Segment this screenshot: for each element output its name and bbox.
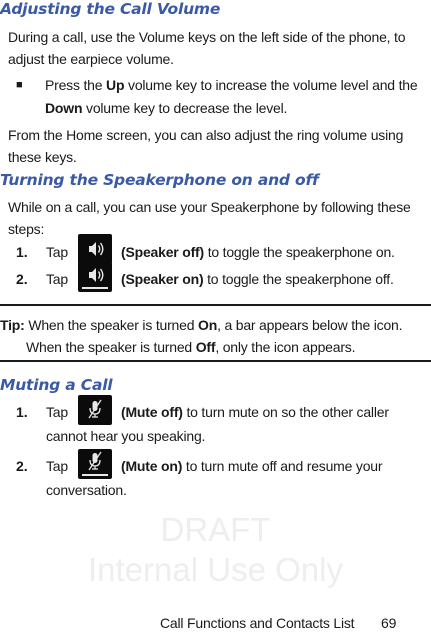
speaker-step-1-tap: Tap [46,244,68,260]
volume-intro-line1: During a call, use the Volume keys on the left side of the phone, to [8,29,406,45]
mute-step-1-number: 1. [16,404,28,420]
speaker-intro-line2: steps: [8,221,45,237]
tip-line2: When the speaker is turned Off, only the icon appears. [26,339,356,355]
watermark-draft: DRAFT [160,511,271,548]
tip-top-rule [0,304,431,306]
mute-step-1-text-line1: (Mute off) to turn mute on so the other caller [121,404,389,420]
watermark-internal: Internal Use Only [88,551,343,588]
heading-adjusting-call-volume: Adjusting the Call Volume [0,0,221,18]
mute-on-icon [78,449,112,479]
speaker-step-2-number: 2. [16,271,28,287]
volume-home-line2: these keys. [8,149,77,165]
mute-off-icon [78,395,112,425]
square-bullet-icon: ■ [16,79,23,91]
tip-line1: Tip: When the speaker is turned On, a bar appears below the icon. [0,317,403,333]
speaker-intro-line1: While on a call, you can use your Speakerphone by following these [8,199,411,215]
mute-step-2-tap: Tap [46,458,68,474]
volume-home-line1: From the Home screen, you can also adjust the ring volume using [8,127,404,143]
mute-step-2-number: 2. [16,458,28,474]
heading-speakerphone: Turning the Speakerphone on and off [0,171,319,189]
heading-muting-a-call: Muting a Call [0,376,113,394]
speaker-off-icon [78,234,112,264]
footer-chapter-title: Call Functions and Contacts List [160,615,355,631]
volume-bullet-line1: Press the Up volume key to increase the volume level and the [45,77,418,93]
tip-bottom-rule [0,360,431,362]
speaker-step-2-tap: Tap [46,271,68,287]
mute-step-1-text-line2: cannot hear you speaking. [46,428,206,444]
mute-step-2-text-line2: conversation. [46,482,127,498]
volume-intro-line2: adjust the earpiece volume. [8,51,174,67]
speaker-step-1-number: 1. [16,244,28,260]
speaker-on-icon [78,262,112,292]
mute-step-2-text-line1: (Mute on) to turn mute off and resume your [121,458,383,474]
tip-label: Tip: [0,317,25,333]
footer-page-number: 69 [381,615,397,631]
mute-step-1-tap: Tap [46,404,68,420]
speaker-step-1-text: (Speaker off) to toggle the speakerphone on. [121,244,395,260]
volume-bullet-line2: Down volume key to decrease the level. [45,100,288,116]
speaker-step-2-text: (Speaker on) to toggle the speakerphone off. [121,271,394,287]
